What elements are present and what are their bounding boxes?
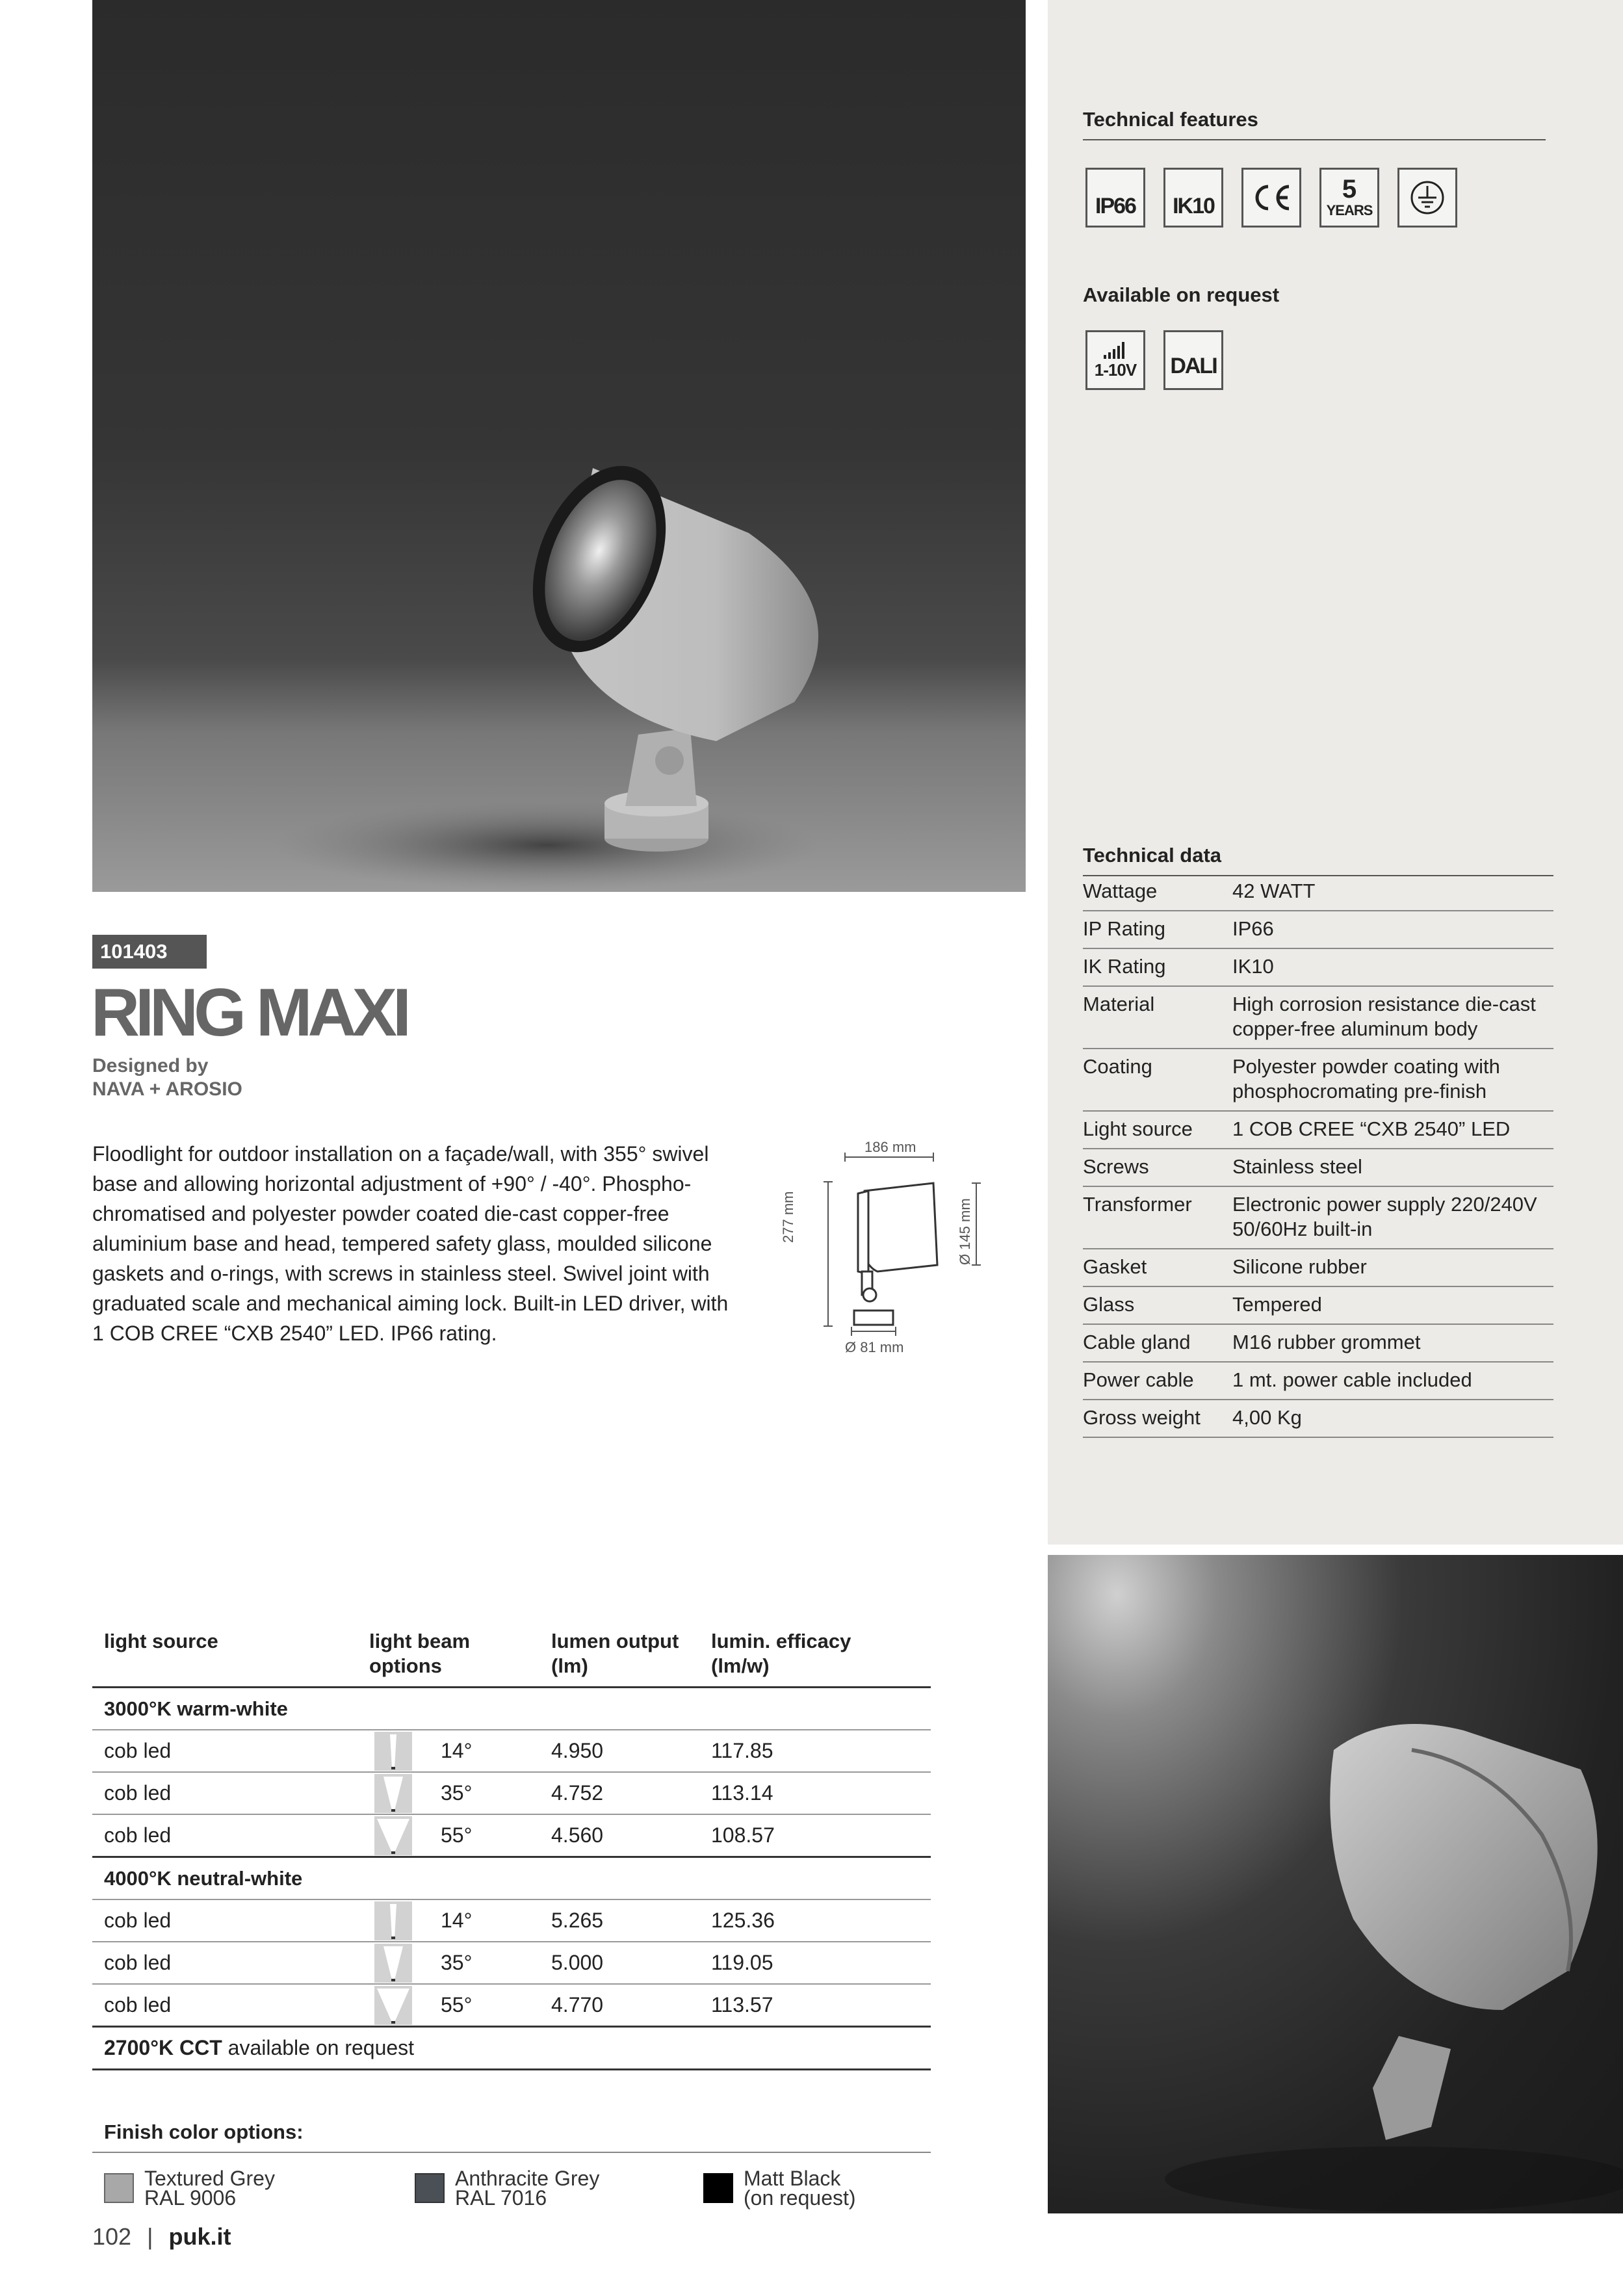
dimension-drawing: [780, 1131, 994, 1365]
light-table-header: [92, 1629, 931, 1688]
light-row: [92, 1900, 931, 1942]
tech-row: [1083, 1187, 1553, 1249]
tech-key: Material: [1083, 993, 1155, 1015]
product-detail-photo: [1048, 1555, 1623, 2213]
lumen-cell: 4.560: [551, 1823, 604, 1847]
tech-row: [1083, 1049, 1553, 1112]
tech-row: [1083, 1249, 1553, 1287]
ground-symbol: [1408, 178, 1447, 217]
finish-option-matt-black: [703, 2169, 856, 2208]
product-title: RING MAXI: [91, 975, 407, 1050]
lumen-cell: 5.000: [551, 1951, 604, 1974]
tech-key: Wattage: [1083, 880, 1158, 902]
floodlight-photo: [92, 0, 1026, 892]
tech-value: IP66: [1232, 917, 1274, 940]
light-group-heading: [92, 1858, 931, 1900]
tech-value: 1 COB CREE “CXB 2540” LED: [1232, 1117, 1511, 1140]
lumen-cell: 4.752: [551, 1781, 604, 1805]
signal-bars-icon: [1102, 341, 1128, 360]
source-cell: cob led: [104, 1993, 172, 2016]
tech-value: 4,00 Kg: [1232, 1406, 1302, 1429]
ip66-icon: IP66: [1085, 168, 1145, 228]
finish-name: Matt Black: [744, 2167, 841, 2190]
beam-angle-icon: [374, 1901, 412, 1940]
col-lumen-output: lumen output (lm): [551, 1630, 679, 1677]
col-luminous-efficacy: lumin. efficacy (lm/w): [711, 1630, 851, 1677]
beam-angle-label: 35°: [441, 1951, 473, 1974]
beam-cell: [369, 1774, 551, 1813]
group-label: 3000°K warm-white: [104, 1697, 288, 1720]
efficacy-cell: 125.36: [711, 1909, 775, 1932]
tech-value: IK10: [1232, 955, 1274, 978]
ce-mark-icon: [1241, 168, 1301, 228]
beam-angle-label: 55°: [441, 1823, 473, 1847]
cct-note-text: available on request: [222, 2036, 415, 2059]
base-diameter-label: Ø 81 mm: [845, 1339, 904, 1355]
tech-key: Cable gland: [1083, 1331, 1191, 1353]
light-row: [92, 1730, 931, 1773]
footer-separator: |: [147, 2223, 153, 2250]
source-cell: cob led: [104, 1951, 172, 1974]
finish-label: [455, 2169, 599, 2208]
finish-label: [144, 2169, 275, 2208]
beam-angle-icon: [374, 1944, 412, 1983]
tech-row: [1083, 1400, 1553, 1438]
source-cell: cob led: [104, 1739, 172, 1762]
dimming-1-10v-icon: [1085, 330, 1145, 390]
tech-row: [1083, 949, 1553, 987]
swatch-textured-grey: [104, 2173, 134, 2203]
efficacy-cell: 113.14: [711, 1781, 773, 1805]
technical-features-title: Technical features: [1083, 108, 1258, 131]
available-on-request-title: Available on request: [1083, 283, 1280, 306]
lumen-cell: 4.950: [551, 1739, 604, 1762]
ik10-icon: IK10: [1163, 168, 1223, 228]
warranty-number: 5: [1342, 175, 1357, 203]
lumen-cell: 5.265: [551, 1909, 604, 1932]
tech-row: [1083, 1112, 1553, 1149]
tech-value: Silicone rubber: [1232, 1255, 1367, 1278]
cct-note-bold: 2700°K CCT: [104, 2036, 222, 2059]
finish-label: [744, 2169, 856, 2208]
ce-mark-glyph: [1249, 181, 1294, 214]
beam-angle-icon: [374, 1986, 412, 2025]
tech-row: [1083, 987, 1553, 1049]
floodlight-detail-photo: [1048, 1555, 1623, 2213]
finish-code: RAL 9006: [144, 2186, 237, 2210]
product-hero-photo: [92, 0, 1026, 892]
efficacy-cell: 113.57: [711, 1993, 773, 2016]
efficacy-cell: 117.85: [711, 1739, 773, 1762]
designer-name: NAVA + AROSIO: [92, 1078, 242, 1100]
beam-angle-label: 35°: [441, 1781, 473, 1805]
group-label: 4000°K neutral-white: [104, 1866, 303, 1890]
request-icons: [1085, 330, 1223, 390]
product-code-badge: 101403: [92, 935, 207, 969]
designer-credit: [92, 1054, 242, 1101]
finish-option-anthracite-grey: [415, 2169, 599, 2208]
finish-title: Finish color options:: [104, 2120, 304, 2143]
divider: [1083, 139, 1546, 140]
efficacy-cell: 119.05: [711, 1951, 773, 1974]
tech-key: Transformer: [1083, 1193, 1192, 1216]
beam-cell: [369, 1732, 551, 1771]
beam-cell: [369, 1986, 551, 2025]
tech-value: High corrosion resistance die-cast copper-free aluminum body: [1232, 993, 1536, 1040]
light-group-heading: [92, 1688, 931, 1730]
source-cell: cob led: [104, 1823, 172, 1847]
beam-angle-label: 14°: [441, 1739, 473, 1762]
light-row: [92, 1815, 931, 1858]
warranty-years: YEARS: [1326, 202, 1373, 218]
feature-icons: [1085, 168, 1457, 228]
tech-key: Gross weight: [1083, 1406, 1201, 1429]
beam-angle-icon: [374, 1732, 412, 1771]
designed-by-label: Designed by: [92, 1055, 209, 1076]
source-cell: cob led: [104, 1909, 172, 1932]
tech-key: Gasket: [1083, 1255, 1147, 1278]
finish-code: (on request): [744, 2186, 856, 2210]
beam-angle-icon: [374, 1774, 412, 1813]
tech-value: Stainless steel: [1232, 1155, 1362, 1178]
beam-angle-icon: [374, 1816, 412, 1855]
col-light-source: light source: [104, 1630, 218, 1652]
tech-row: [1083, 911, 1553, 949]
beam-angle-label: 55°: [441, 1993, 473, 2016]
light-row: [92, 1773, 931, 1815]
tech-value: Tempered: [1232, 1293, 1322, 1316]
beam-cell: [369, 1944, 551, 1983]
source-cell: cob led: [104, 1781, 172, 1805]
swatch-anthracite-grey: [415, 2173, 445, 2203]
tech-key: Light source: [1083, 1117, 1193, 1140]
col-light-beam: light beam options: [369, 1630, 471, 1677]
five-years-warranty-icon: [1319, 168, 1379, 228]
finish-option-textured-grey: [104, 2169, 275, 2208]
beam-cell: [369, 1816, 551, 1855]
site-link[interactable]: puk.it: [168, 2223, 231, 2250]
tech-value: 42 WATT: [1232, 880, 1316, 902]
earth-ground-icon: [1397, 168, 1457, 228]
lumen-cell: 4.770: [551, 1993, 604, 2016]
light-row: [92, 1985, 931, 2028]
dali-icon: DALI: [1163, 330, 1223, 390]
cct-note: [92, 2028, 931, 2070]
tech-row: [1083, 1363, 1553, 1400]
width-dimension-label: 186 mm: [864, 1139, 916, 1155]
technical-data-title: Technical data: [1083, 844, 1222, 867]
height-dimension-label: 277 mm: [780, 1191, 796, 1243]
tech-key: IP Rating: [1083, 917, 1165, 940]
tech-row: [1083, 874, 1553, 911]
efficacy-cell: 108.57: [711, 1823, 775, 1847]
tech-value: Polyester powder coating with phosphocromating pre-finish: [1232, 1055, 1500, 1102]
tech-row: [1083, 1287, 1553, 1325]
beam-angle-label: 14°: [441, 1909, 473, 1932]
page-number: 102: [92, 2223, 132, 2250]
tech-value: M16 rubber grommet: [1232, 1331, 1421, 1353]
dimming-label: 1-10V: [1094, 359, 1137, 380]
swatch-matt-black: [703, 2173, 733, 2203]
technical-data-table: [1083, 874, 1553, 1438]
page-footer: [92, 2223, 231, 2250]
tech-key: Screws: [1083, 1155, 1149, 1178]
light-source-table: [92, 1629, 931, 2070]
tech-row: [1083, 1325, 1553, 1363]
tech-row: [1083, 1149, 1553, 1187]
tech-key: IK Rating: [1083, 955, 1166, 978]
tech-value: 1 mt. power cable included: [1232, 1368, 1472, 1391]
product-description: Floodlight for outdoor installation on a façade/wall, with 355° swivel base and allowing horizontal adjustment of +90° / -40°. Phospho-chromatised and polyester powder coated die-cast copper-free aluminium base and head, tempered safety glass, moulded silicone gaskets and o-rings, with screws in stainless steel. Swivel joint with graduated scale and mechanical aiming lock. Built-in LED driver, with 1 COB CREE “CXB 2540” LED. IP66 rating.: [92, 1142, 729, 1345]
head-diameter-label: Ø 145 mm: [957, 1198, 973, 1265]
tech-value: Electronic power supply 220/240V 50/60Hz built-in: [1232, 1193, 1537, 1240]
tech-key: Glass: [1083, 1293, 1135, 1316]
divider: [92, 2152, 931, 2153]
finish-name: Anthracite Grey: [455, 2167, 600, 2190]
tech-key: Coating: [1083, 1055, 1152, 1078]
finish-code: RAL 7016: [455, 2186, 547, 2210]
light-table-body: [92, 1688, 931, 2028]
finish-name: Textured Grey: [144, 2167, 275, 2190]
tech-key: Power cable: [1083, 1368, 1194, 1391]
light-row: [92, 1942, 931, 1985]
beam-cell: [369, 1901, 551, 1940]
